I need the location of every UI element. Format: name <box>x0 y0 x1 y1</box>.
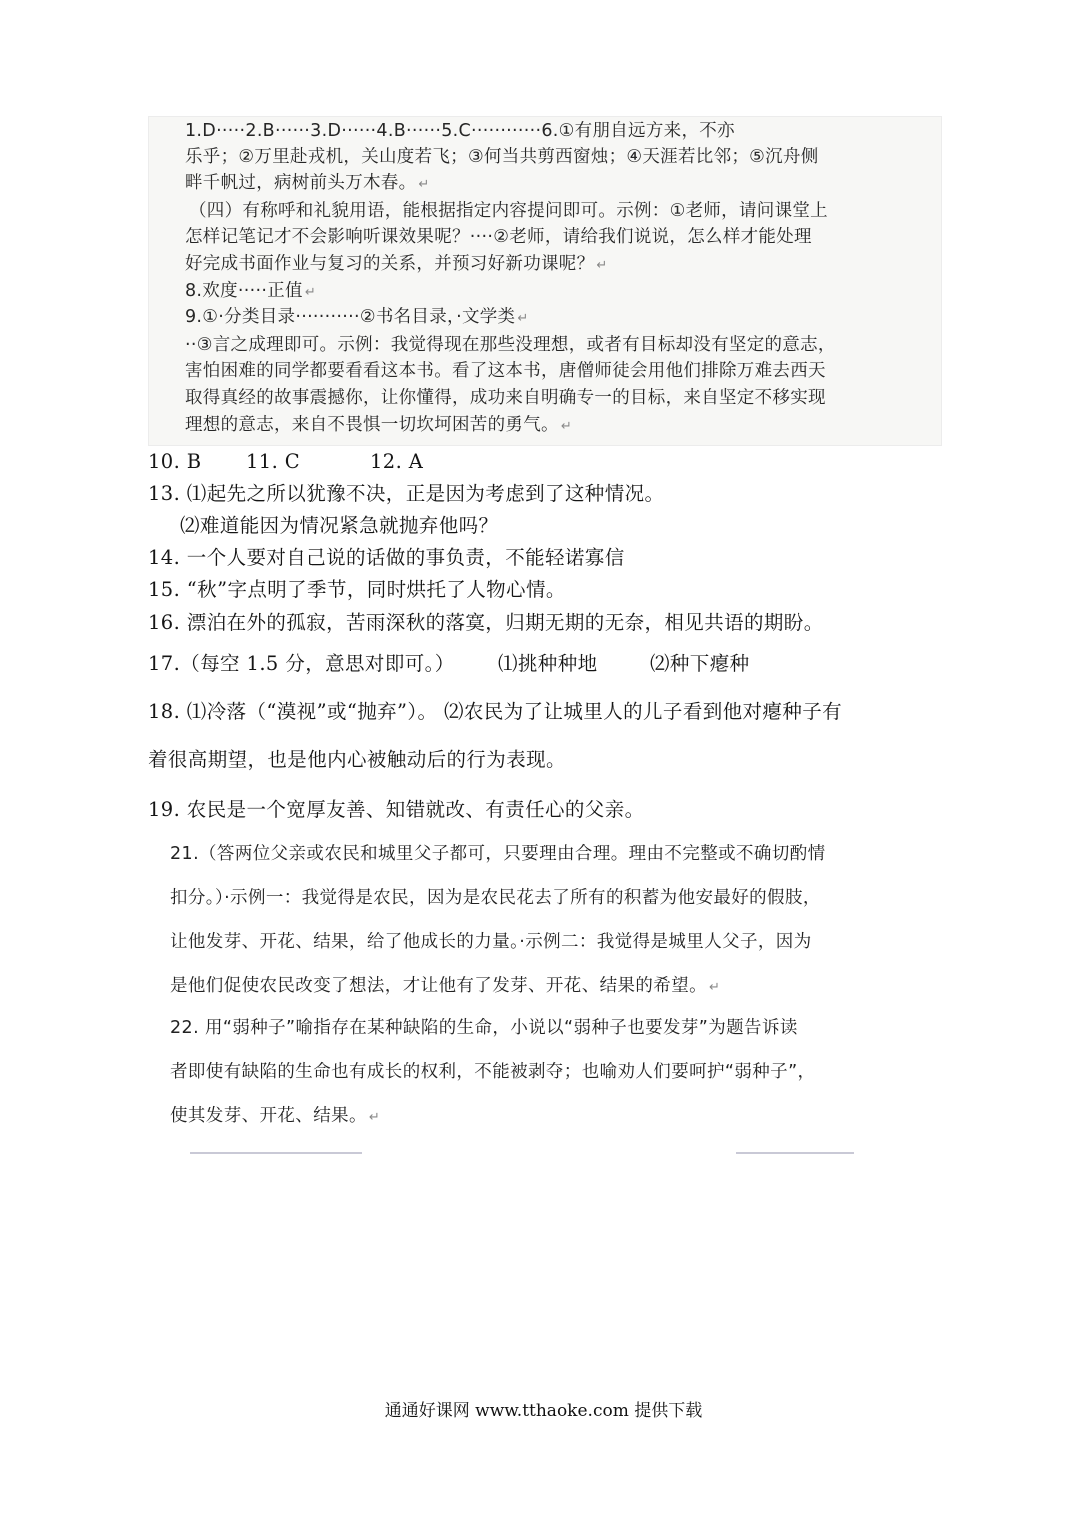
scan-line-8: 9.①·分类目录···········②书名目录，·文学类 ↵ <box>185 307 529 327</box>
paragraph-mark-icon: ↵ <box>517 311 529 326</box>
answer-18-line-2: 着很高期望，也是他内心被触动后的行为表现。 <box>148 748 566 771</box>
paragraph-mark-icon: ↵ <box>560 419 573 434</box>
scan-line-9: ··③言之成理即可。示例：我觉得现在那些没理想，或者有目标却没有坚定的意志， <box>185 335 836 355</box>
answer-22-line-3: 使其发芽、开花、结果。 ↵ <box>170 1106 381 1126</box>
answer-22-line-1: 22. 用“弱种子”喻指存在某种缺陷的生命，小说以“弱种子也要发芽”为题告诉读 <box>170 1018 798 1038</box>
answer-17-blank-1: ⑴挑种种地 <box>498 652 598 675</box>
answer-10: 10. B <box>148 450 202 473</box>
answer-17-label: 17.（每空 1.5 分，意思对即可。） <box>148 652 455 675</box>
answer-16: 16. 漂泊在外的孤寂，苦雨深秋的落寞，归期无期的无奈，相见共语的期盼。 <box>148 611 824 634</box>
scan-line-10: 害怕困难的同学都要看看这本书。看了这本书，唐僧师徒会用他们排除万难去西天 <box>185 361 826 381</box>
scan-line-4: （四）有称呼和礼貌用语，能根据指定内容提问即可。示例：①老师，请问课堂上 <box>189 201 828 221</box>
answer-14: 14. 一个人要对自己说的话做的事负责，不能轻诺寡信 <box>148 546 625 569</box>
scan-artifact-line <box>190 1152 362 1154</box>
scan-line-5: 怎样记笔记才不会影响听课效果呢？····②老师，请给我们说说，怎么样才能处理 <box>185 227 812 247</box>
scan-artifact-line <box>736 1152 854 1154</box>
answer-13-line-2: ⑵难道能因为情况紧急就抛弃他吗？ <box>180 514 499 537</box>
scan-line-6: 好完成书面作业与复习的关系，并预习好新功课呢？ ↵ <box>185 254 608 274</box>
paragraph-mark-icon: ↵ <box>709 980 721 995</box>
answer-12: 12. A <box>370 450 424 473</box>
answer-18-line-1: 18. ⑴冷落（“漠视”或“抛弃”）。 ⑵农民为了让城里人的儿子看到他对瘪种子有 <box>148 700 843 723</box>
answer-21-line-1: 21.（答两位父亲或农民和城里父子都可，只要理由合理。理由不完整或不确切酌情 <box>170 844 826 864</box>
scan-line-2: 乐乎；②万里赴戎机，关山度若飞；③何当共剪西窗烛；④天涯若比邻；⑤沉舟侧 <box>185 147 819 167</box>
footer-text: 通通好课网 www.tthaoke.com 提供下载 <box>384 1401 703 1421</box>
paragraph-mark-icon: ↵ <box>596 258 608 273</box>
answer-11: 11. C <box>246 450 301 473</box>
scan-line-1: 1.D·····2.B······3.D······4.B······5.C············6.①有朋自远方来，不亦 <box>185 121 735 141</box>
paragraph-mark-icon: ↵ <box>418 177 430 192</box>
scan-line-12: 理想的意志，来自不畏惧一切坎坷困苦的勇气。 ↵ <box>185 415 573 435</box>
answer-19: 19. 农民是一个宽厚友善、知错就改、有责任心的父亲。 <box>148 798 645 821</box>
answer-21-line-3: 让他发芽、开花、结果，给了他成长的力量。·示例二：我觉得是城里人父子，因为 <box>170 932 812 952</box>
answer-13-line-1: 13. ⑴起先之所以犹豫不决，正是因为考虑到了这种情况。 <box>148 482 665 505</box>
answer-21-line-2: 扣分。）·示例一：我觉得是农民，因为是农民花去了所有的积蓄为他安最好的假肢， <box>170 888 821 908</box>
scan-line-11: 取得真经的故事震撼你，让你懂得，成功来自明确专一的目标，来自坚定不移实现 <box>185 388 826 408</box>
paragraph-mark-icon: ↵ <box>304 285 317 300</box>
answer-15: 15. “秋”字点明了季节，同时烘托了人物心情。 <box>148 578 566 601</box>
answer-22-line-2: 者即使有缺陷的生命也有成长的权利，不能被剥夺；也喻劝人们要呵护“弱种子”， <box>170 1062 816 1082</box>
scan-line-3: 畔千帆过，病树前头万木春。 ↵ <box>185 173 430 193</box>
answer-17-blank-2: ⑵种下瘪种 <box>650 652 750 675</box>
scan-line-7: 8.欢度·····正值 ↵ <box>185 281 317 301</box>
answer-21-line-4: 是他们促使农民改变了想法，才让他有了发芽、开花、结果的希望。 ↵ <box>170 976 721 996</box>
scanned-answer-block <box>148 116 942 446</box>
paragraph-mark-icon: ↵ <box>368 1110 381 1125</box>
